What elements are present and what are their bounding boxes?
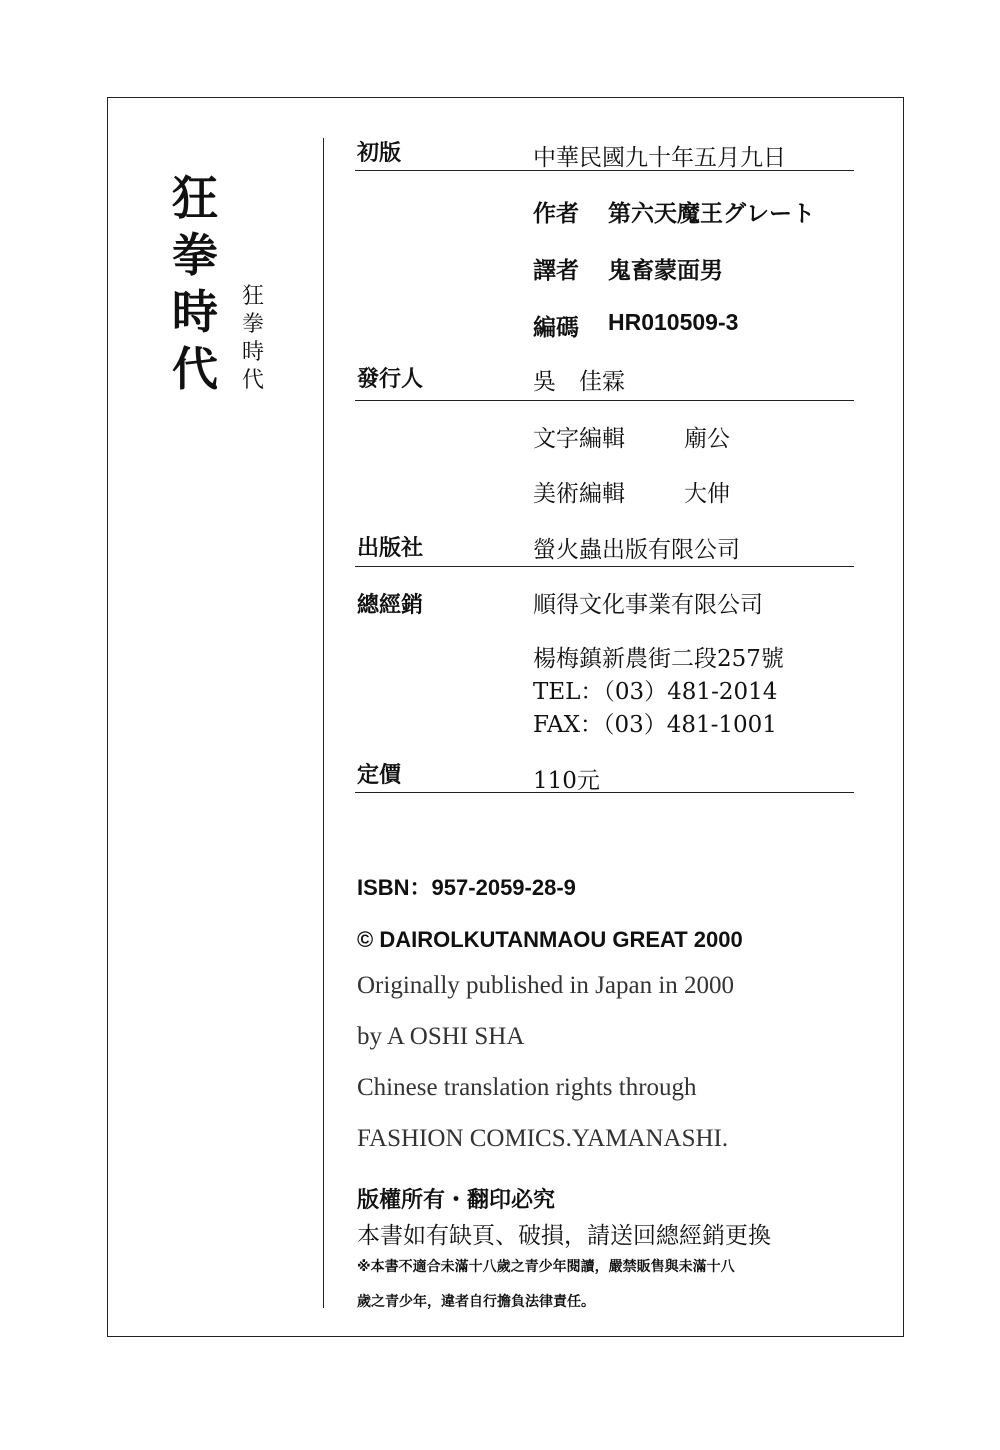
vertical-title	[167, 170, 223, 398]
subtitle-char: 狂	[241, 284, 264, 309]
translator-value: 鬼畜蒙面男	[608, 258, 723, 284]
title-char: 狂	[172, 171, 218, 225]
rule	[355, 400, 854, 401]
age-warning-line: ※本書不適合未滿十八歲之青少年閱讀，嚴禁販售與未滿十八	[357, 1259, 735, 1275]
distributor-fax: FAX：（03）481-1001	[533, 712, 777, 738]
english-line: by A OSHI SHA	[357, 1023, 525, 1050]
rule	[355, 566, 854, 567]
code-value: HR010509-3	[608, 309, 739, 335]
publisher-person-value: 吳 佳霖	[533, 369, 625, 395]
copyright: © DAIROLKUTANMAOU GREAT 2000	[357, 927, 743, 952]
defect-notice: 本書如有缺頁、破損，請送回總經銷更換	[357, 1223, 771, 1249]
subtitle-char: 時	[241, 340, 264, 365]
distributor-address: 楊梅鎮新農街二段257號	[533, 646, 784, 672]
subtitle-char: 代	[241, 368, 264, 393]
english-line: Chinese translation rights through	[357, 1074, 697, 1101]
english-line: FASHION COMICS.YAMANASHI.	[357, 1125, 729, 1152]
rule	[355, 170, 854, 171]
publisher-label: 出版社	[357, 536, 424, 561]
english-line: Originally published in Japan in 2000	[357, 972, 735, 999]
author-label: 作者	[533, 201, 579, 227]
age-warning-line: 歲之青少年，違者自行擔負法律責任。	[357, 1294, 595, 1310]
distributor-tel: TEL：（03）481-2014	[533, 679, 778, 705]
rule	[355, 792, 854, 793]
rights-reserved: 版權所有・翻印必究	[357, 1188, 556, 1213]
distributor-label: 總經銷	[357, 593, 424, 618]
vertical-divider	[323, 138, 324, 1308]
text-editor-value: 廟公	[684, 426, 730, 452]
price-value: 110元	[533, 768, 600, 794]
publisher-value: 螢火蟲出版有限公司	[533, 537, 740, 563]
publisher-person-label: 發行人	[357, 367, 424, 392]
code-label: 編碼	[533, 315, 579, 341]
isbn: ISBN：957-2059-28-9	[357, 875, 576, 900]
distributor-name: 順得文化事業有限公司	[533, 592, 763, 618]
author-value: 第六天魔王グレート	[608, 201, 815, 227]
text-editor-label: 文字編輯	[533, 426, 625, 452]
translator-label: 譯者	[533, 258, 579, 284]
title-char: 時	[172, 285, 218, 339]
art-editor-label: 美術編輯	[533, 481, 625, 507]
subtitle-char: 拳	[241, 312, 264, 337]
art-editor-value: 大伸	[684, 481, 730, 507]
title-char: 拳	[172, 228, 218, 282]
first-edition-value: 中華民國九十年五月九日	[533, 145, 786, 171]
title-char: 代	[172, 342, 218, 396]
vertical-subtitle	[240, 283, 266, 395]
price-label: 定價	[357, 763, 402, 788]
first-edition-label: 初版	[357, 141, 402, 166]
